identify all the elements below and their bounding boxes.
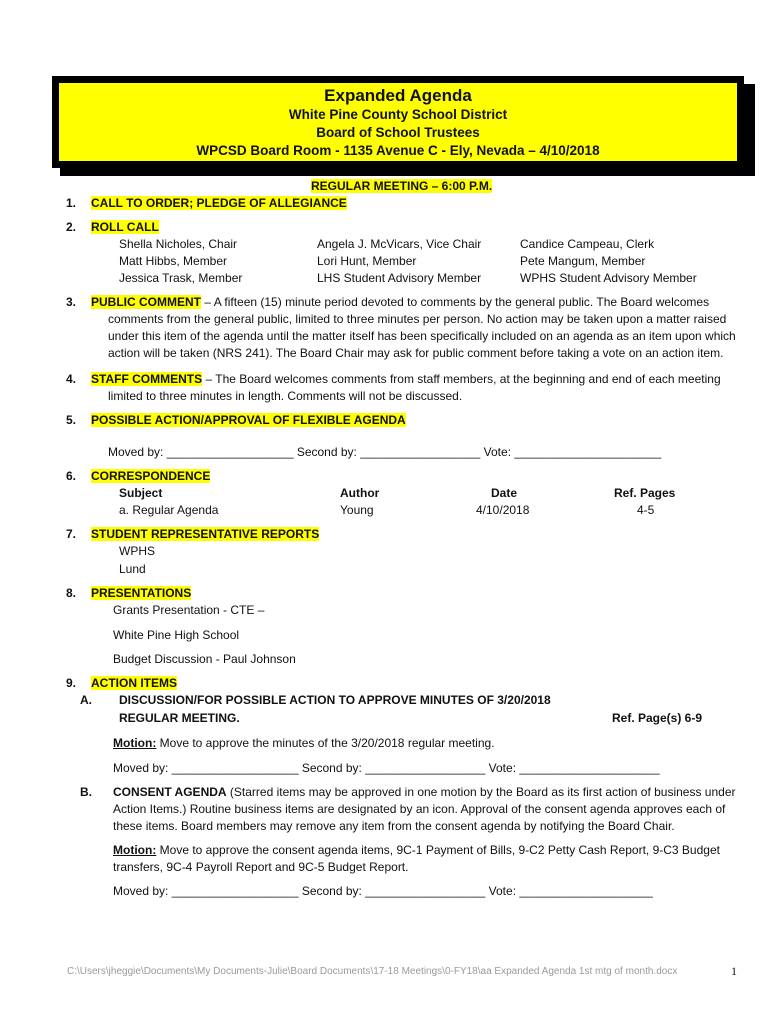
correspondence-subject: a. Regular Agenda xyxy=(119,503,219,517)
item-number: 9. xyxy=(66,676,77,690)
member-name: Angela J. McVicars, Vice Chair xyxy=(317,237,482,251)
page-number: 1 xyxy=(731,964,737,978)
member-name: Pete Mangum, Member xyxy=(520,254,646,268)
member-name: LHS Student Advisory Member xyxy=(317,271,482,285)
member-name: WPHS Student Advisory Member xyxy=(520,271,697,285)
item-roll-call: ROLL CALL xyxy=(91,220,159,234)
member-name: Jessica Trask, Member xyxy=(119,271,243,285)
student-report: WPHS xyxy=(119,544,155,558)
motion-line xyxy=(113,843,720,857)
column-header-ref: Ref. Pages xyxy=(614,486,676,500)
item-student-reports: STUDENT REPRESENTATIVE REPORTS xyxy=(91,527,320,541)
staff-comments-text: – The Board welcomes comments from staff members, at the beginning and end of each meeting xyxy=(205,372,721,386)
consent-agenda-title: CONSENT AGENDA xyxy=(113,785,227,799)
consent-agenda-text: these items. Board members may remove any item from the consent agenda by notifying the Board Chair. xyxy=(113,819,675,833)
item-number: 1. xyxy=(66,196,77,210)
vote-line: Moved by: ___________________ Second by: __________________ Vote: ______________________ xyxy=(108,445,662,459)
member-name: Matt Hibbs, Member xyxy=(119,254,228,268)
item-staff-comments: STAFF COMMENTS xyxy=(91,372,203,386)
meeting-location: WPCSD Board Room - 1135 Avenue C - Ely, Nevada – 4/10/2018 xyxy=(196,143,600,158)
motion-text: Move to approve the minutes of the 3/20/2018 regular meeting. xyxy=(159,736,495,750)
item-number: 6. xyxy=(66,469,77,483)
public-comment-text: comments from the general public, limited to three minutes per person. No action may be taken upon a matter raised xyxy=(108,312,727,326)
consent-agenda-text: Action Items.) Routine business items are designated by an icon. Approval of the consent agenda approves each of xyxy=(113,802,726,816)
member-name: Shella Nicholes, Chair xyxy=(119,237,238,251)
item-number: 2. xyxy=(66,220,77,234)
correspondence-author: Young xyxy=(340,503,374,517)
item-flexible-agenda: POSSIBLE ACTION/APPROVAL OF FLEXIBLE AGENDA xyxy=(91,413,406,427)
item-number: 3. xyxy=(66,295,77,309)
public-comment-text: under this item of the agenda until the matter itself has been specifically included on an agenda as an item upon which xyxy=(108,329,736,343)
district-name: White Pine County School District xyxy=(288,107,508,122)
column-header-author: Author xyxy=(340,486,380,500)
member-name: Lori Hunt, Member xyxy=(317,254,417,268)
staff-comments-line xyxy=(91,372,721,386)
item-number: 5. xyxy=(66,413,77,427)
subitem-letter: B. xyxy=(80,785,92,799)
item-number: 4. xyxy=(66,372,77,386)
motion-line xyxy=(113,736,495,750)
column-header-date: Date xyxy=(491,486,518,500)
consent-agenda-line xyxy=(113,785,736,799)
meeting-time: REGULAR MEETING – 6:00 P.M. xyxy=(311,179,493,193)
approve-minutes-title: REGULAR MEETING. xyxy=(119,711,240,725)
motion-text: Move to approve the consent agenda items, 9C-1 Payment of Bills, 9-C2 Petty Cash Report, 9-C3 Budget xyxy=(159,843,720,857)
item-number: 8. xyxy=(66,586,77,600)
item-action-items: ACTION ITEMS xyxy=(91,676,177,690)
approve-minutes-title: DISCUSSION/FOR POSSIBLE ACTION TO APPROVE MINUTES OF 3/20/2018 xyxy=(119,693,551,707)
item-public-comment: PUBLIC COMMENT xyxy=(91,295,201,309)
motion-text: transfers, 9C-4 Payroll Report and 9C-5 Budget Report. xyxy=(113,860,409,874)
item-correspondence: CORRESPONDENCE xyxy=(91,469,211,483)
public-comment-text: – A fifteen (15) minute period devoted to comments by the general public. The Board welcomes xyxy=(204,295,710,309)
presentation: Grants Presentation - CTE – xyxy=(113,603,265,617)
presentation: Budget Discussion - Paul Johnson xyxy=(113,652,296,666)
approve-minutes-ref: Ref. Page(s) 6-9 xyxy=(612,711,703,725)
staff-comments-text: limited to three minutes in length. Comments will not be discussed. xyxy=(108,389,463,403)
footer-file-path: C:\Users\jheggie\Documents\My Documents-Julie\Board Documents\17-18 Meetings\0-FY18\aa Expanded Agenda 1st mtg of month.docx xyxy=(67,966,678,977)
item-call-to-order: CALL TO ORDER; PLEDGE OF ALLEGIANCE xyxy=(91,196,347,210)
board-name: Board of School Trustees xyxy=(316,125,480,140)
public-comment-text: action will be taken (NRS 241). The Board Chair may ask for public comment before taking a vote on an action item. xyxy=(108,346,724,360)
public-comment-line xyxy=(91,295,709,309)
presentation: White Pine High School xyxy=(113,628,240,642)
column-header-subject: Subject xyxy=(119,486,163,500)
consent-agenda-text: (Starred items may be approved in one motion by the Board as its first action of business under xyxy=(229,785,736,799)
correspondence-ref: 4-5 xyxy=(637,503,655,517)
motion-label: Motion: xyxy=(113,736,157,750)
item-presentations: PRESENTATIONS xyxy=(91,586,192,600)
subitem-letter: A. xyxy=(80,693,92,707)
item-number: 7. xyxy=(66,527,77,541)
vote-line: Moved by: ___________________ Second by: __________________ Vote: _____________________ xyxy=(113,761,660,775)
motion-label: Motion: xyxy=(113,843,157,857)
member-name: Candice Campeau, Clerk xyxy=(520,237,655,251)
student-report: Lund xyxy=(119,562,146,576)
correspondence-date: 4/10/2018 xyxy=(476,503,530,517)
vote-line: Moved by: ___________________ Second by: __________________ Vote: ____________________ xyxy=(113,884,653,898)
agenda-title: Expanded Agenda xyxy=(324,86,472,105)
